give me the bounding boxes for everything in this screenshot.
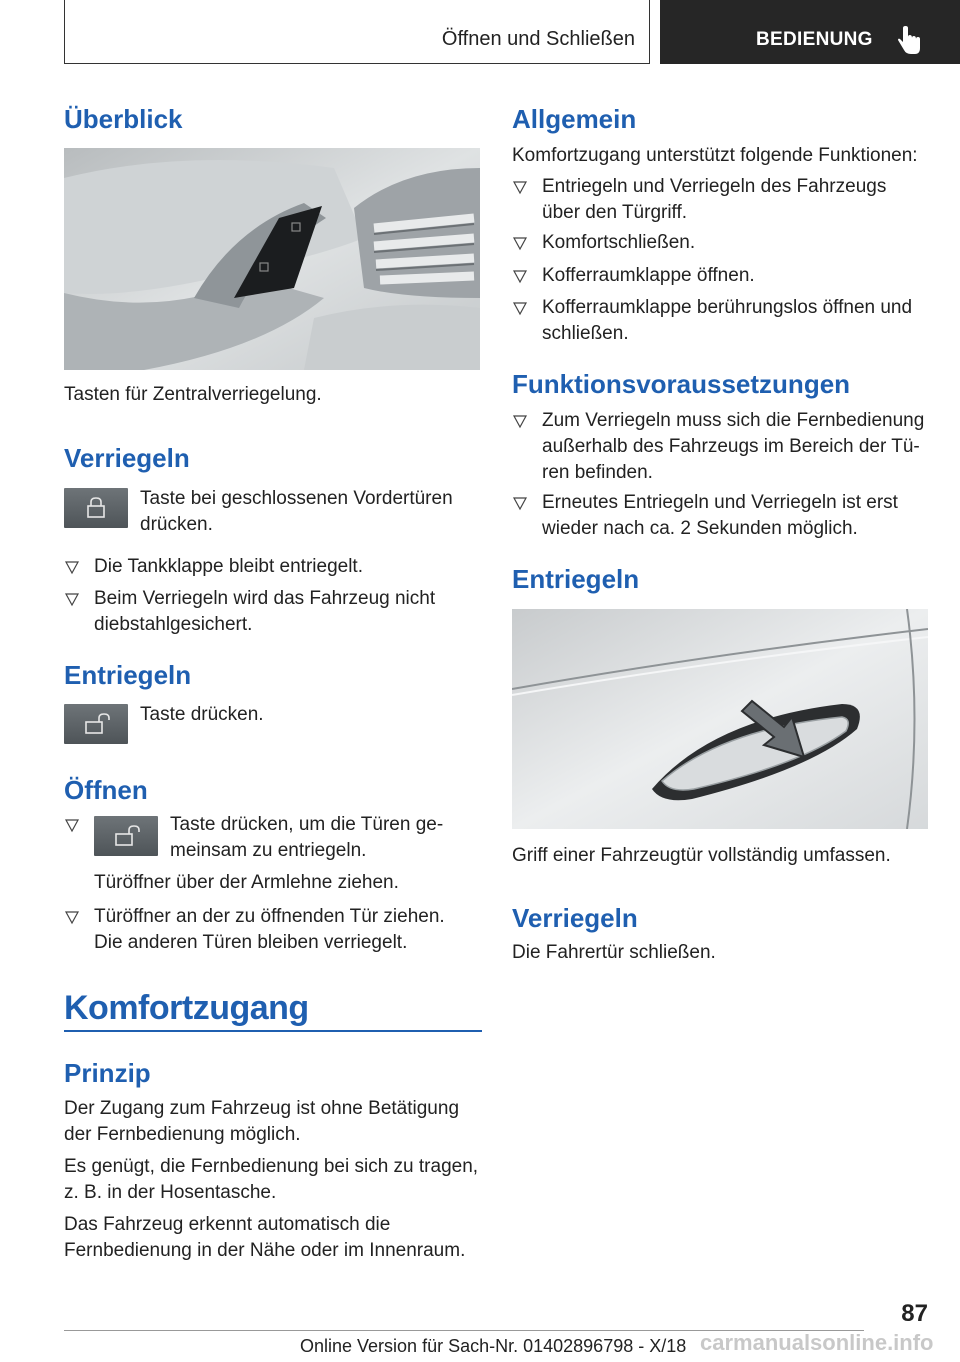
header-section-title: Öffnen und Schließen bbox=[441, 28, 635, 50]
unlock-button-image bbox=[94, 816, 158, 856]
principle-paragraph-2: Es genügt, die Fernbedienung bei sich zu tragen, z. B. in der Hosentasche. bbox=[64, 1156, 479, 1203]
header-section-box bbox=[64, 0, 650, 64]
bullet-triangle-icon bbox=[512, 408, 532, 434]
principle-paragraph-3: Das Fahrzeug erkennt automatisch die Fernbedienung in der Nähe oder im Innenraum. bbox=[64, 1214, 466, 1261]
principle-paragraph-1: Der Zugang zum Fahrzeug ist ohne Betätigung der Fernbedienung möglich. bbox=[64, 1098, 460, 1145]
door-photo-caption: Griff einer Fahrzeugtür vollständig umfassen. bbox=[512, 845, 891, 866]
principle-heading: Prinzip bbox=[64, 1058, 151, 1088]
overview-photo-caption: Tasten für Zentralverriegelung. bbox=[64, 384, 322, 405]
general-intro: Komfortzugang unterstützt folgende Funktionen: bbox=[512, 145, 918, 166]
general-heading: Allgemein bbox=[512, 104, 637, 134]
bullet-triangle-icon bbox=[64, 904, 84, 930]
header-chapter-box bbox=[660, 0, 960, 64]
bullet-triangle-icon bbox=[512, 174, 532, 200]
bullet-triangle-icon bbox=[64, 812, 84, 838]
watermark-logo: carmanualsonline.info bbox=[700, 1330, 934, 1355]
central-locking-buttons-photo bbox=[64, 148, 480, 370]
lock-text: Taste bei geschlossenen Vordertüren drücken. bbox=[140, 488, 453, 535]
bullet-triangle-icon bbox=[512, 263, 532, 289]
page-number: 87 bbox=[901, 1300, 928, 1327]
bullet-triangle-icon bbox=[64, 554, 84, 580]
requirements-heading: Funktionsvoraussetzungen bbox=[512, 369, 851, 399]
unlock-heading-right: Entriegeln bbox=[512, 564, 640, 594]
comfort-access-heading: Komfortzugang bbox=[64, 989, 309, 1027]
unlock-heading: Entriegeln bbox=[64, 660, 192, 690]
door-handle-photo bbox=[512, 609, 928, 829]
unlock-icon bbox=[94, 816, 158, 856]
bullet-triangle-icon bbox=[512, 295, 532, 321]
footer-online-version: Online Version für Sach-Nr. 01402896798 - X/18 bbox=[300, 1336, 687, 1356]
bullet-triangle-icon bbox=[512, 490, 532, 516]
unlock-text: Taste drücken. bbox=[140, 704, 264, 725]
open-note: Türöffner über der Armlehne ziehen. bbox=[94, 872, 399, 893]
pointing-hand-icon bbox=[896, 26, 922, 56]
overview-heading: Überblick bbox=[64, 104, 183, 134]
heading-rule bbox=[64, 1030, 482, 1032]
bullet-triangle-icon bbox=[64, 586, 84, 612]
bullet-triangle-icon bbox=[512, 230, 532, 256]
open-bullet-text: Taste drücken, um die Türen ge- meinsam zu entriegeln. bbox=[170, 814, 444, 861]
lock-icon bbox=[64, 488, 128, 528]
unlock-button-image bbox=[64, 704, 128, 744]
lock-text-right: Die Fahrertür schließen. bbox=[512, 942, 716, 963]
unlock-icon bbox=[64, 704, 128, 744]
lock-button-image bbox=[64, 488, 128, 528]
header-chapter-label: BEDIENUNG bbox=[756, 29, 873, 50]
open-heading: Öffnen bbox=[64, 775, 148, 805]
lock-heading-right: Verriegeln bbox=[512, 903, 638, 933]
lock-heading: Verriegeln bbox=[64, 443, 190, 473]
